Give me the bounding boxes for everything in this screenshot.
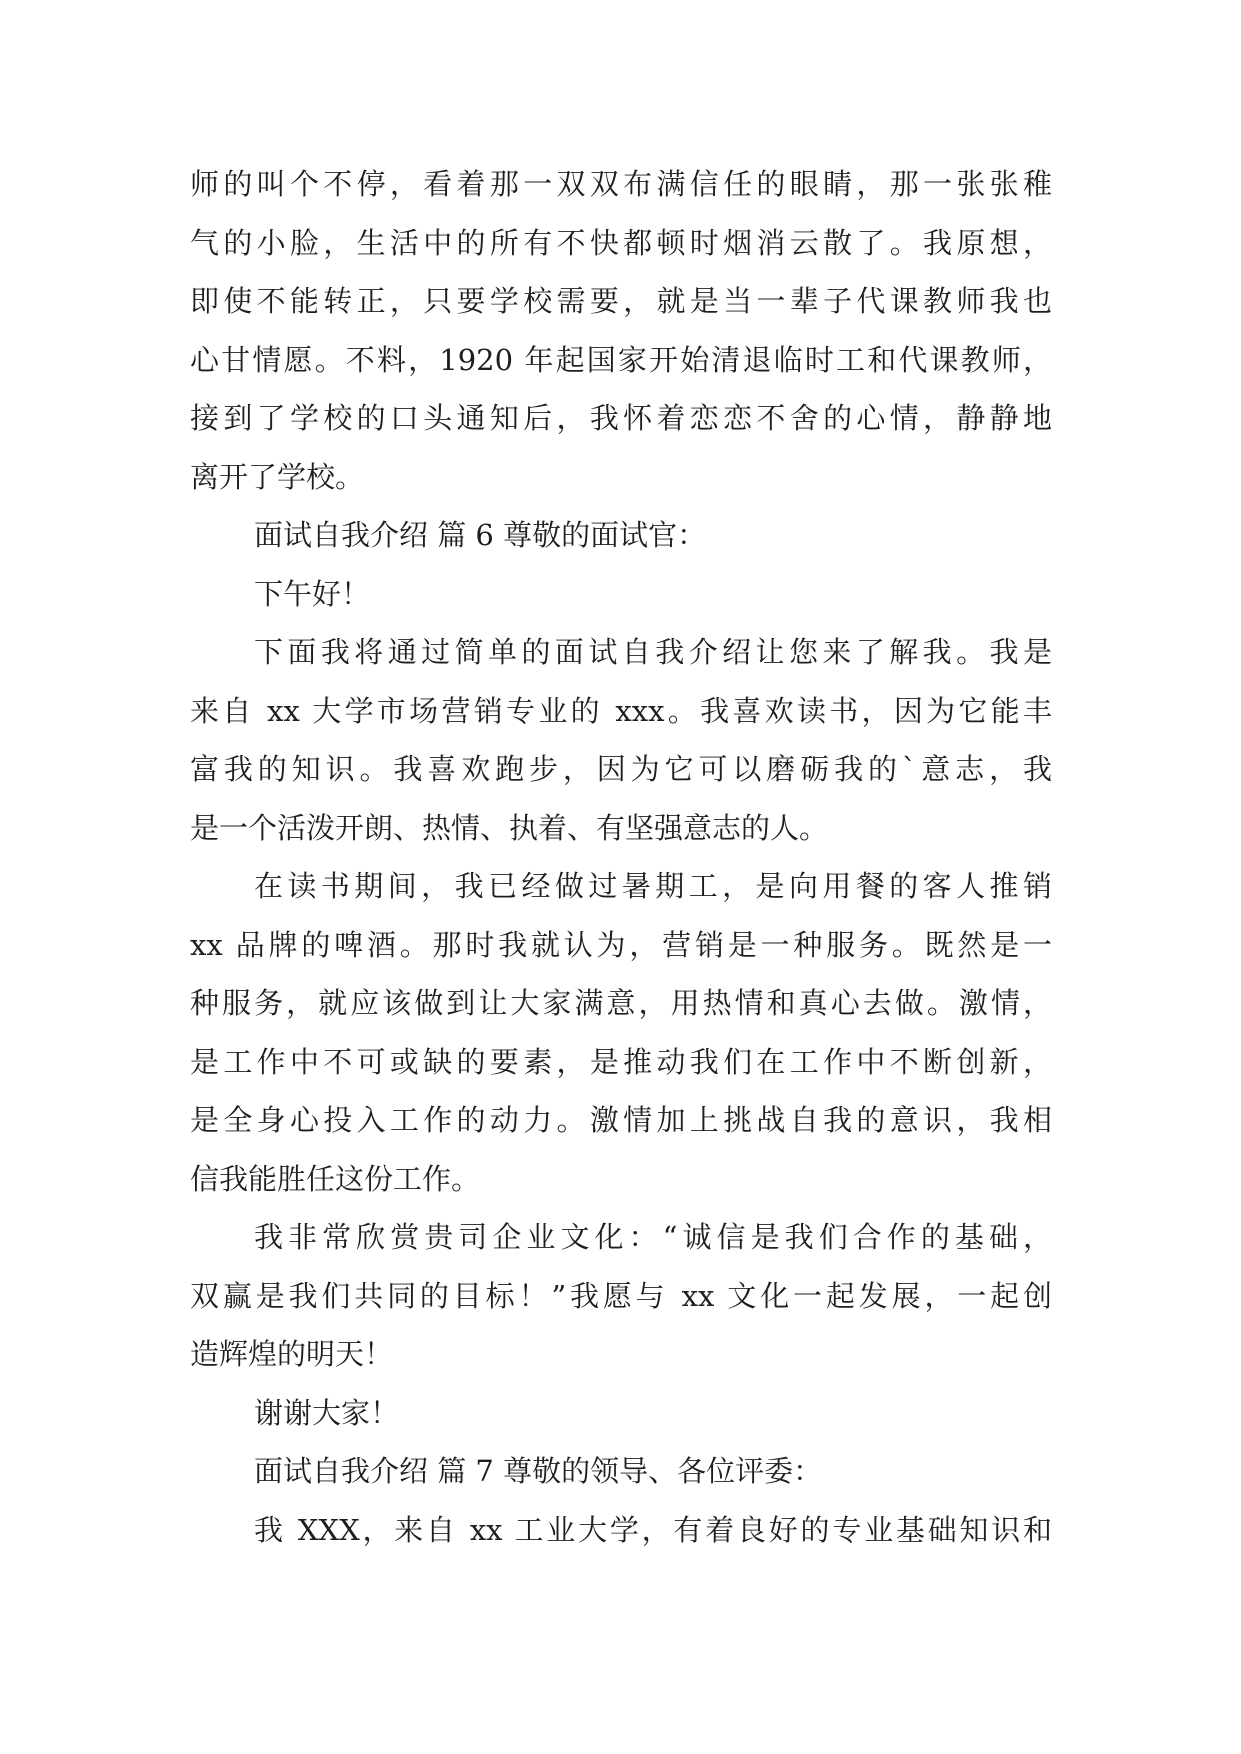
- paragraph: [190, 155, 1052, 506]
- paragraph: [190, 623, 1052, 857]
- text-line: 是一个活泼开朗、热情、执着、有坚强意志的人。: [190, 810, 829, 845]
- text-line: 气的小脸，生活中的所有不快都顿时烟消云散了。我原想，: [190, 225, 1052, 260]
- document-body: [190, 155, 1052, 1559]
- text-line: 即使不能转正，只要学校需要，就是当一辈子代课教师我也: [190, 284, 1052, 318]
- text-line: 种服务，就应该做到让大家满意，用热情和真心去做。激情，: [190, 986, 1052, 1020]
- text-line: 面试自我介绍 篇 6 尊敬的面试官：: [254, 518, 707, 552]
- closing: [190, 1384, 1052, 1443]
- text-line: 是工作中不可或缺的要素，是推动我们在工作中不断创新，: [190, 1044, 1052, 1079]
- paragraph: [190, 1208, 1052, 1384]
- paragraph: [190, 857, 1052, 1208]
- text-line: 离开了学校。: [190, 459, 365, 494]
- text-line: 接到了学校的口头通知后，我怀着恋恋不舍的心情，静静地: [190, 401, 1052, 435]
- text-line: 下面我将通过简单的面试自我介绍让您来了解我。我是: [254, 635, 1052, 669]
- text-line: 我 XXX，来自 xx 工业大学，有着良好的专业基础知识和: [254, 1512, 1052, 1547]
- text-line: 是全身心投入工作的动力。激情加上挑战自我的意识，我相: [190, 1103, 1052, 1137]
- text-line: 来自 xx 大学市场营销专业的 xxx。我喜欢读书，因为它能丰: [190, 693, 1052, 728]
- text-line: 信我能胜任这份工作。: [190, 1161, 481, 1196]
- text-line: 造辉煌的明天！: [190, 1337, 394, 1371]
- section-heading: [190, 506, 1052, 565]
- greeting: [190, 565, 1052, 624]
- text-line: 心甘情愿。不料，1920 年起国家开始清退临时工和代课教师，: [190, 342, 1052, 377]
- paragraph: [190, 1501, 1052, 1560]
- text-line: 富我的知识。我喜欢跑步，因为它可以磨砺我的`意志，我: [190, 752, 1052, 786]
- section-heading: [190, 1442, 1052, 1501]
- text-line: 我非常欣赏贵司企业文化：“诚信是我们合作的基础，: [254, 1220, 1052, 1254]
- text-line: 下午好！: [254, 576, 371, 611]
- text-line: xx 品牌的啤酒。那时我就认为，营销是一种服务。既然是一: [190, 927, 1052, 962]
- text-line: 面试自我介绍 篇 7 尊敬的领导、各位评委：: [254, 1454, 823, 1488]
- text-line: 师的叫个不停，看着那一双双布满信任的眼睛，那一张张稚: [190, 167, 1052, 201]
- text-line: 在读书期间，我已经做过暑期工，是向用餐的客人推销: [254, 869, 1052, 903]
- text-line: 谢谢大家！: [254, 1395, 400, 1430]
- text-line: 双赢是我们共同的目标！”我愿与 xx 文化一起发展，一起创: [190, 1278, 1052, 1313]
